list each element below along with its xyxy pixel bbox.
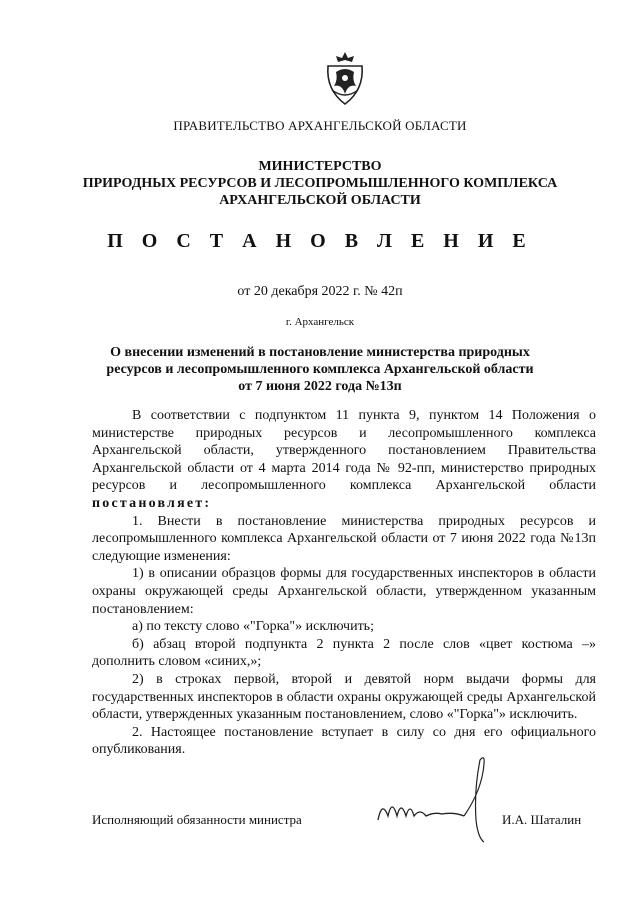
body-paragraph: 2) в строках первой, второй и девятой норм выдачи формы для государственных инспекторов в области охраны окружающей среды Архангельской области, утвержденных указанным постановлением, слово «"Горка"» исключить. <box>92 671 596 723</box>
body-paragraph: 1. Внести в постановление министерства природных ресурсов и лесопромышленного комплекса Архангельской области от 7 июня 2022 года №13п следующие изменения: <box>92 513 596 564</box>
body-paragraph: б) абзац второй подпункта 2 пункта 2 после слов «цвет костюма –» дополнить словом «синих,»; <box>92 636 596 670</box>
title-line: от 7 июня 2022 года №13п <box>238 379 402 394</box>
decree-word: постановляет: <box>92 495 212 511</box>
city: г. Архангельск <box>285 316 355 328</box>
signatory-role: Исполняющий обязанности министра <box>92 812 302 827</box>
government-name: ПРАВИТЕЛЬСТВО АРХАНГЕЛЬСКОЙ ОБЛАСТИ <box>173 118 467 133</box>
body-paragraph: 1) в описании образцов формы для государственных инспекторов в области охраны окружающей среды Архангельской области, утвержденном указанным постановлением: <box>92 566 596 617</box>
preamble-text: В соответствии с подпунктом 11 пункта 9, пунктом 14 Положения о министерстве природных ресурсов и лесопромышленного комплекса Архангельской области, утвержденного постановлением Правительства Архангельской области от 4 марта 2014 года № 92-пп, министерство природных ресурсов и лесопромышленного комплекса Архангельской области <box>92 408 596 494</box>
title-line: О внесении изменений в постановление министерства природных <box>110 345 530 360</box>
document-type: П О С Т А Н О В Л Е Н И Е <box>107 230 533 252</box>
coat-of-arms-icon <box>322 50 368 108</box>
ministry-line: АРХАНГЕЛЬСКОЙ ОБЛАСТИ <box>219 193 421 208</box>
body-paragraph: 2. Настоящее постановление вступает в силу со дня его официального опубликования. <box>92 724 596 758</box>
signatory-name: И.А. Шаталин <box>502 812 582 827</box>
title-line: ресурсов и лесопромышленного комплекса Архангельской области <box>106 362 534 377</box>
ministry-line: ПРИРОДНЫХ РЕСУРСОВ И ЛЕСОПРОМЫШЛЕННОГО КОМПЛЕКСА <box>82 176 558 191</box>
document-body <box>92 407 596 759</box>
document-title <box>0 344 640 395</box>
ministry-name <box>0 158 640 209</box>
date-number: от 20 декабря 2022 г. № 42п <box>237 284 403 299</box>
preamble-paragraph <box>92 407 596 513</box>
ministry-line: МИНИСТЕРСТВО <box>258 159 382 174</box>
handwritten-signature <box>372 750 502 845</box>
body-paragraph: а) по тексту слово «"Горка"» исключить; <box>132 619 374 635</box>
